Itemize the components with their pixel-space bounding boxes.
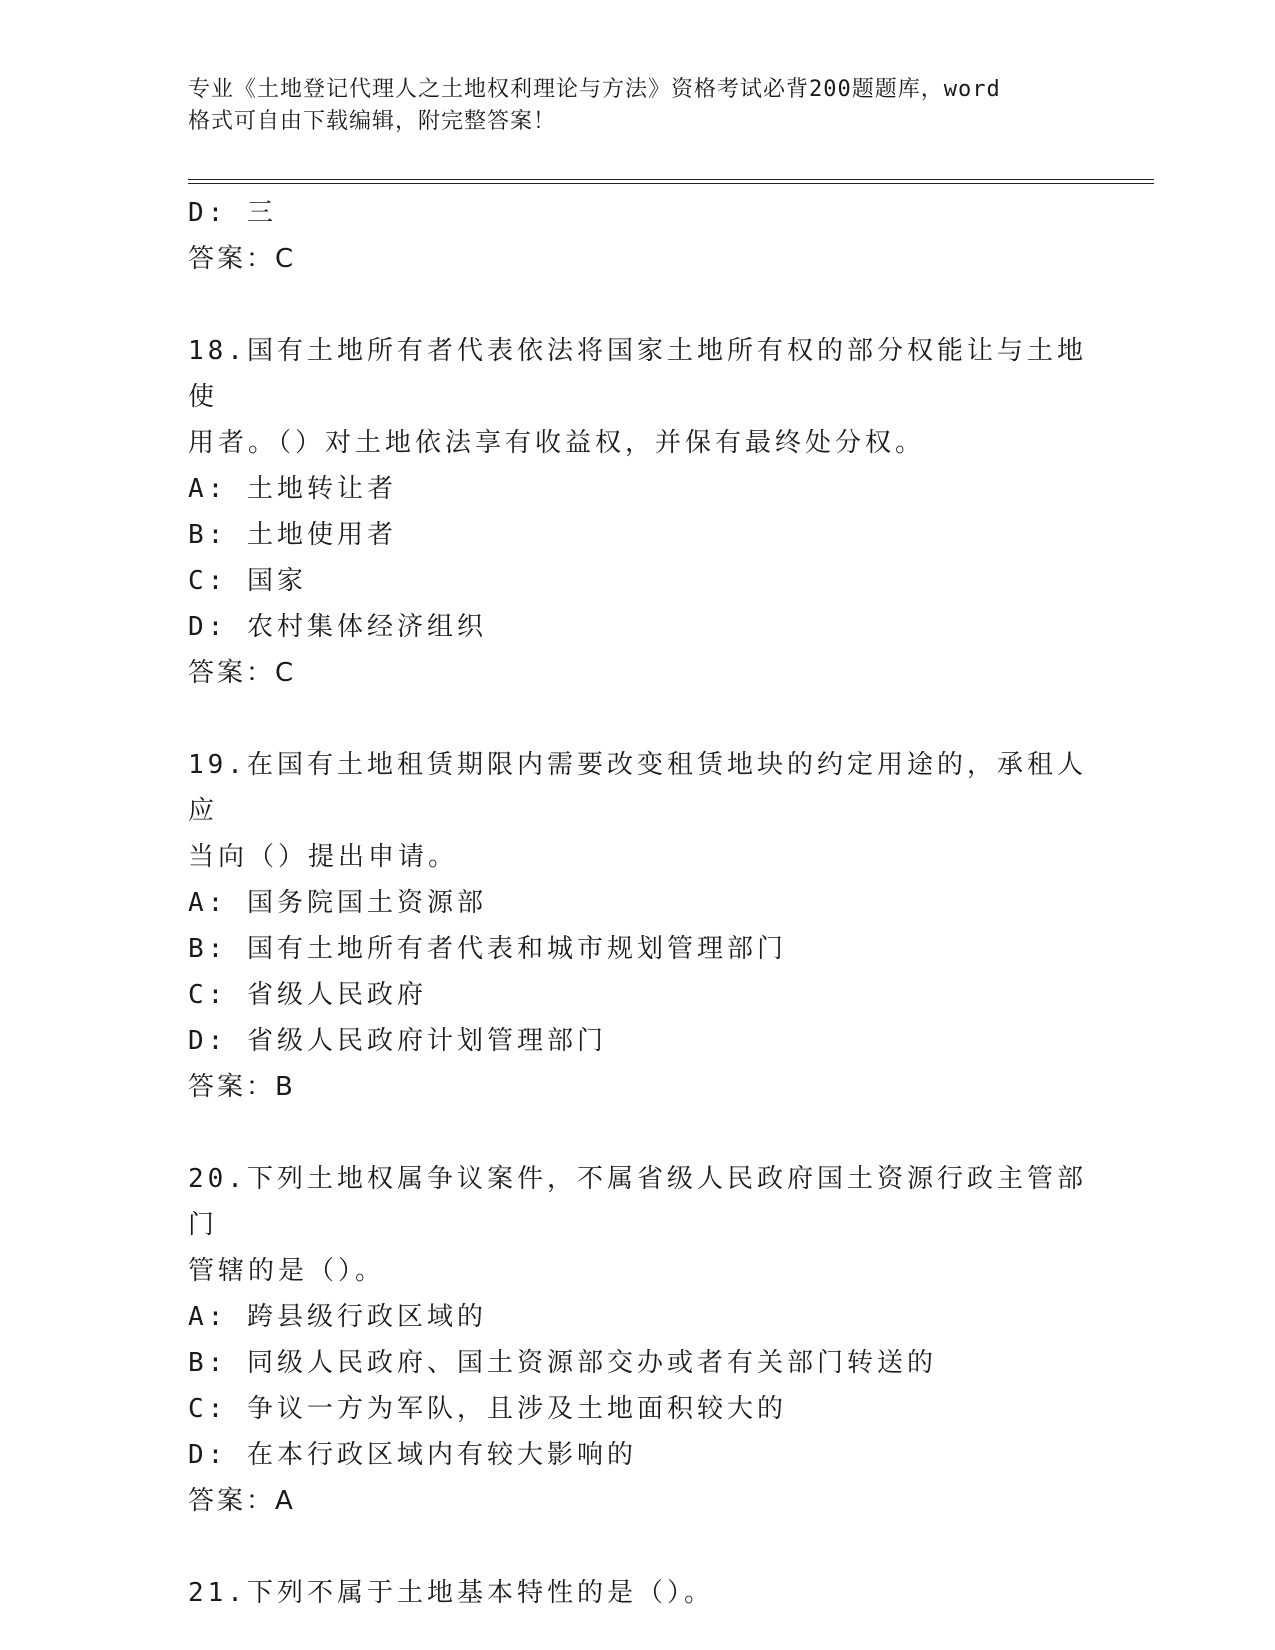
option-b: B: 同级人民政府、国土资源部交办或者有关部门转送的 (188, 1348, 937, 1378)
question-20 (188, 1156, 1088, 1524)
option-a: A: 土地转让者 (188, 474, 397, 504)
option-d: D: 三 (188, 198, 277, 228)
question-text-line-2: 当向（）提出申请。 (188, 842, 459, 872)
question-text-line-2: 管辖的是（）。 (188, 1256, 386, 1286)
option-d: D: 在本行政区域内有较大影响的 (188, 1440, 637, 1470)
answer: 答案：A (188, 1486, 296, 1516)
option-b: B: 国有土地所有者代表和城市规划管理部门 (188, 934, 787, 964)
header-line-1: 专业《土地登记代理人之土地权利理论与方法》资格考试必背200题题库，word (188, 77, 1001, 102)
question-text-line-1: 21.下列不属于土地基本特性的是（）。 (188, 1578, 714, 1608)
answer: 答案：C (188, 658, 297, 688)
option-d: D: 农村集体经济组织 (188, 612, 487, 642)
header-line-2: 格式可自由下载编辑，附完整答案！ (188, 109, 557, 134)
answer: 答案：C (188, 244, 297, 274)
header-divider-bottom (188, 183, 1154, 184)
option-c: C: 国家 (188, 566, 307, 596)
question-text-line-1: 19.在国有土地租赁期限内需要改变租赁地块的约定用途的，承租人应 (188, 750, 1087, 826)
option-d: D: 省级人民政府计划管理部门 (188, 1026, 607, 1056)
question-text-line-1: 20.下列土地权属争议案件，不属省级人民政府国土资源行政主管部门 (188, 1164, 1087, 1240)
question-text-line-1: 18.国有土地所有者代表依法将国家土地所有权的部分权能让与土地使 (188, 336, 1087, 412)
document-header (188, 74, 1088, 138)
option-b: B: 土地使用者 (188, 520, 397, 550)
document-body (188, 190, 1088, 1616)
previous-question-tail (188, 190, 1088, 282)
question-text-line-2: 用者。（）对土地依法享有收益权，并保有最终处分权。 (188, 428, 926, 458)
question-21 (188, 1570, 1088, 1616)
option-a: A: 跨县级行政区域的 (188, 1302, 487, 1332)
option-c: C: 争议一方为军队，且涉及土地面积较大的 (188, 1394, 787, 1424)
option-a: A: 国务院国土资源部 (188, 888, 487, 918)
question-19 (188, 742, 1088, 1110)
header-divider-top (188, 179, 1154, 180)
question-18 (188, 328, 1088, 696)
answer: 答案：B (188, 1072, 296, 1102)
option-c: C: 省级人民政府 (188, 980, 427, 1010)
